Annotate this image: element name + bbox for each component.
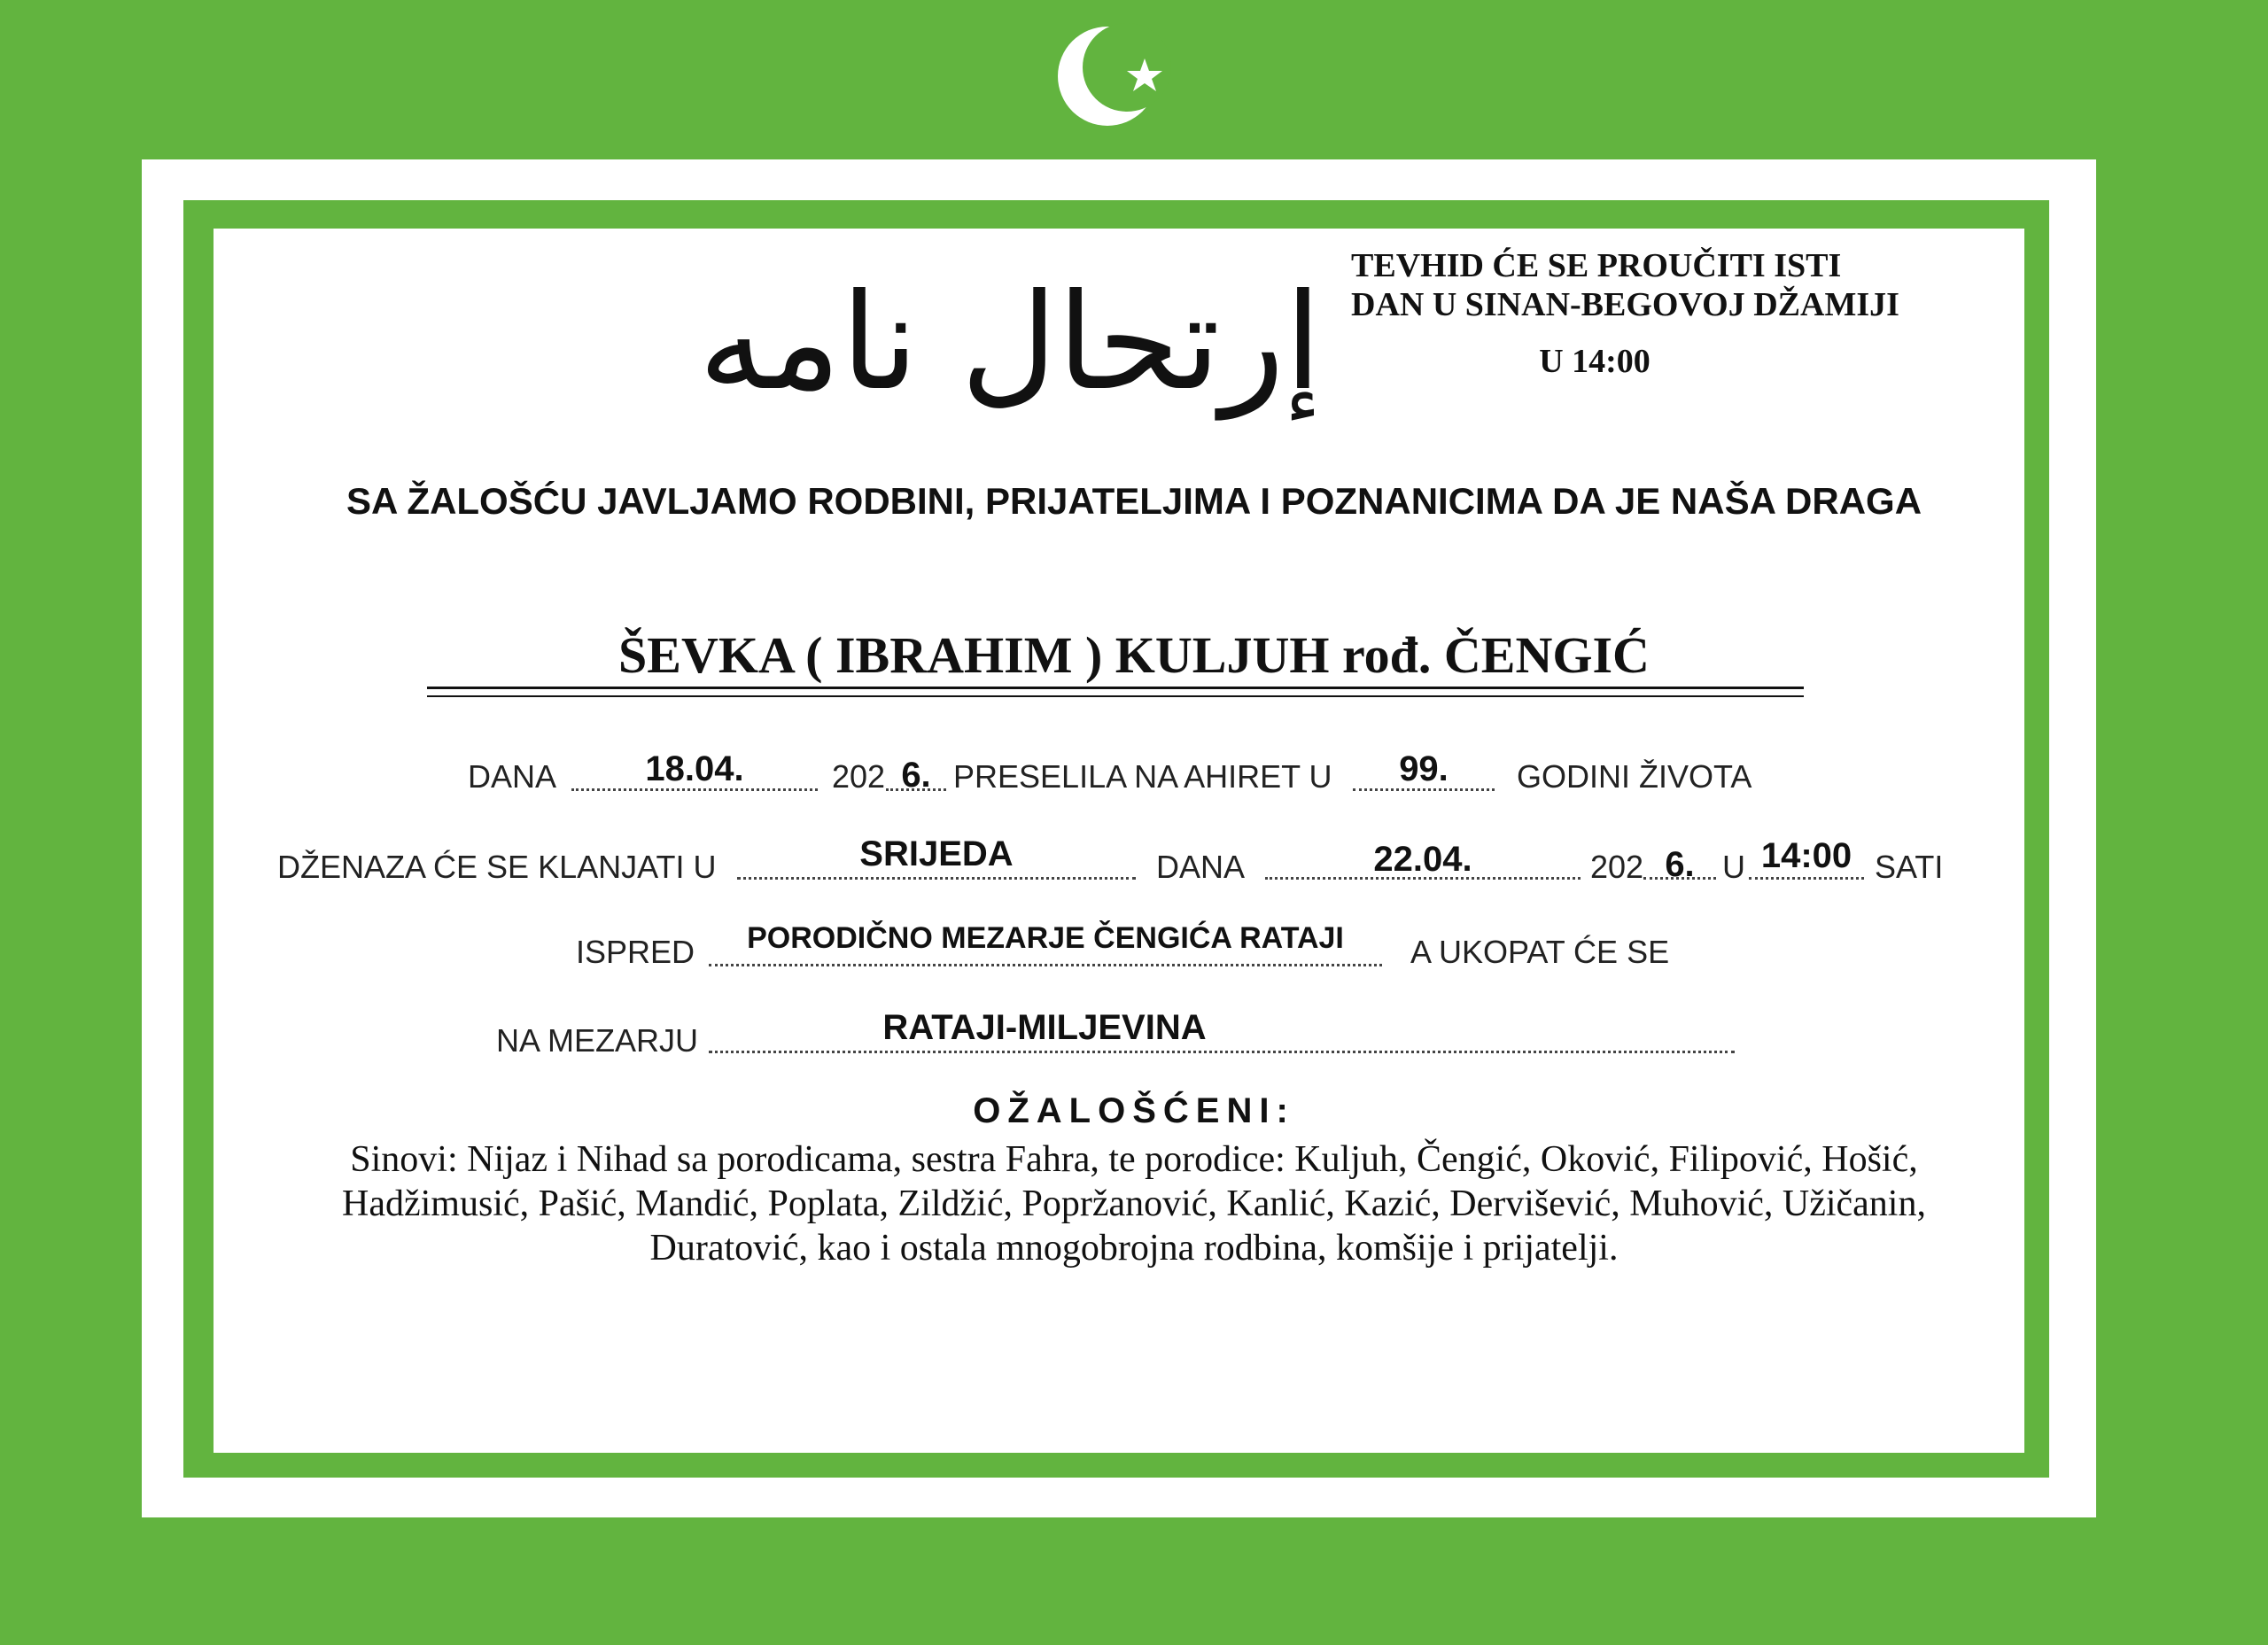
funeral-time: 14:00	[1760, 836, 1852, 875]
tevhid-notice	[1351, 246, 1899, 381]
mourners-line-3: Duratović, kao i ostala mnogobrojna rodbina, komšije i prijatelji.	[649, 1228, 1619, 1269]
godini-label: GODINI ŽIVOTA	[1517, 758, 1752, 795]
cemetery-name: RATAJI-MILJEVINA	[882, 1008, 1207, 1047]
arabic-title: إرتحال نامه	[698, 266, 1322, 420]
announcement-text: SA ŽALOŠĆU JAVLJAMO RODBINI, PRIJATELJIMA I POZNANICIMA DA JE NAŠA DRAGA	[346, 480, 1922, 522]
mourners-list	[239, 1137, 2029, 1270]
tevhid-line-1: TEVHID ĆE SE PROUČITI ISTI	[1351, 247, 1842, 284]
crescent-star-icon	[1052, 18, 1177, 133]
preselila-label: PRESELILA NA AHIRET U	[953, 758, 1332, 795]
funeral-year-digit: 6.	[1665, 845, 1695, 884]
death-date: 18.04.	[645, 749, 744, 788]
death-year-digit: 6.	[901, 756, 931, 795]
mourners-line-1: Sinovi: Nijaz i Nihad sa porodicama, sestra Fahra, te porodice: Kuljuh, Čengić, Oković, Filipović, Hošić,	[350, 1139, 1918, 1180]
name-underline	[427, 687, 1804, 689]
deceased-name: ŠEVKA ( IBRAHIM ) KULJUH rođ. ČENGIĆ	[618, 626, 1650, 684]
name-underline-second	[427, 695, 1804, 697]
dzenaza-label: DŽENAZA ĆE SE KLANJATI U	[277, 849, 717, 885]
tevhid-line-2: DAN U SINAN-BEGOVOJ DŽAMIJI	[1351, 286, 1899, 323]
ukopat-label: A UKOPAT ĆE SE	[1410, 934, 1670, 970]
weekday-dotted-line	[737, 877, 1136, 880]
mourners-title: OŽALOŠĆENI:	[973, 1091, 1295, 1130]
dana-label-2: DANA	[1156, 849, 1246, 885]
place-dotted-line	[709, 964, 1382, 966]
sati-label: SATI	[1875, 849, 1944, 885]
funeral-weekday: SRIJEDA	[859, 834, 1014, 873]
mezarju-label: NA MEZARJU	[496, 1022, 699, 1059]
age-value: 99.	[1399, 749, 1449, 788]
janazah-place: PORODIČNO MEZARJE ČENGIĆA RATAJI	[747, 921, 1344, 955]
dana-label: DANA	[468, 758, 557, 795]
tevhid-time: U 14:00	[1539, 343, 1651, 380]
funeral-date: 22.04.	[1373, 840, 1472, 879]
year-prefix: 202	[832, 758, 886, 795]
ispred-label: ISPRED	[576, 934, 695, 970]
mourners-line-2: Hadžimusić, Pašić, Mandić, Poplata, Zildžić, Popržanović, Kanlić, Kazić, Dervišević, Muhović, Užičanin,	[342, 1183, 1926, 1224]
u-label: U	[1722, 849, 1745, 885]
year-prefix-2: 202	[1590, 849, 1644, 885]
time-dotted-line	[1749, 877, 1864, 880]
cemetery-dotted-line	[709, 1051, 1735, 1053]
